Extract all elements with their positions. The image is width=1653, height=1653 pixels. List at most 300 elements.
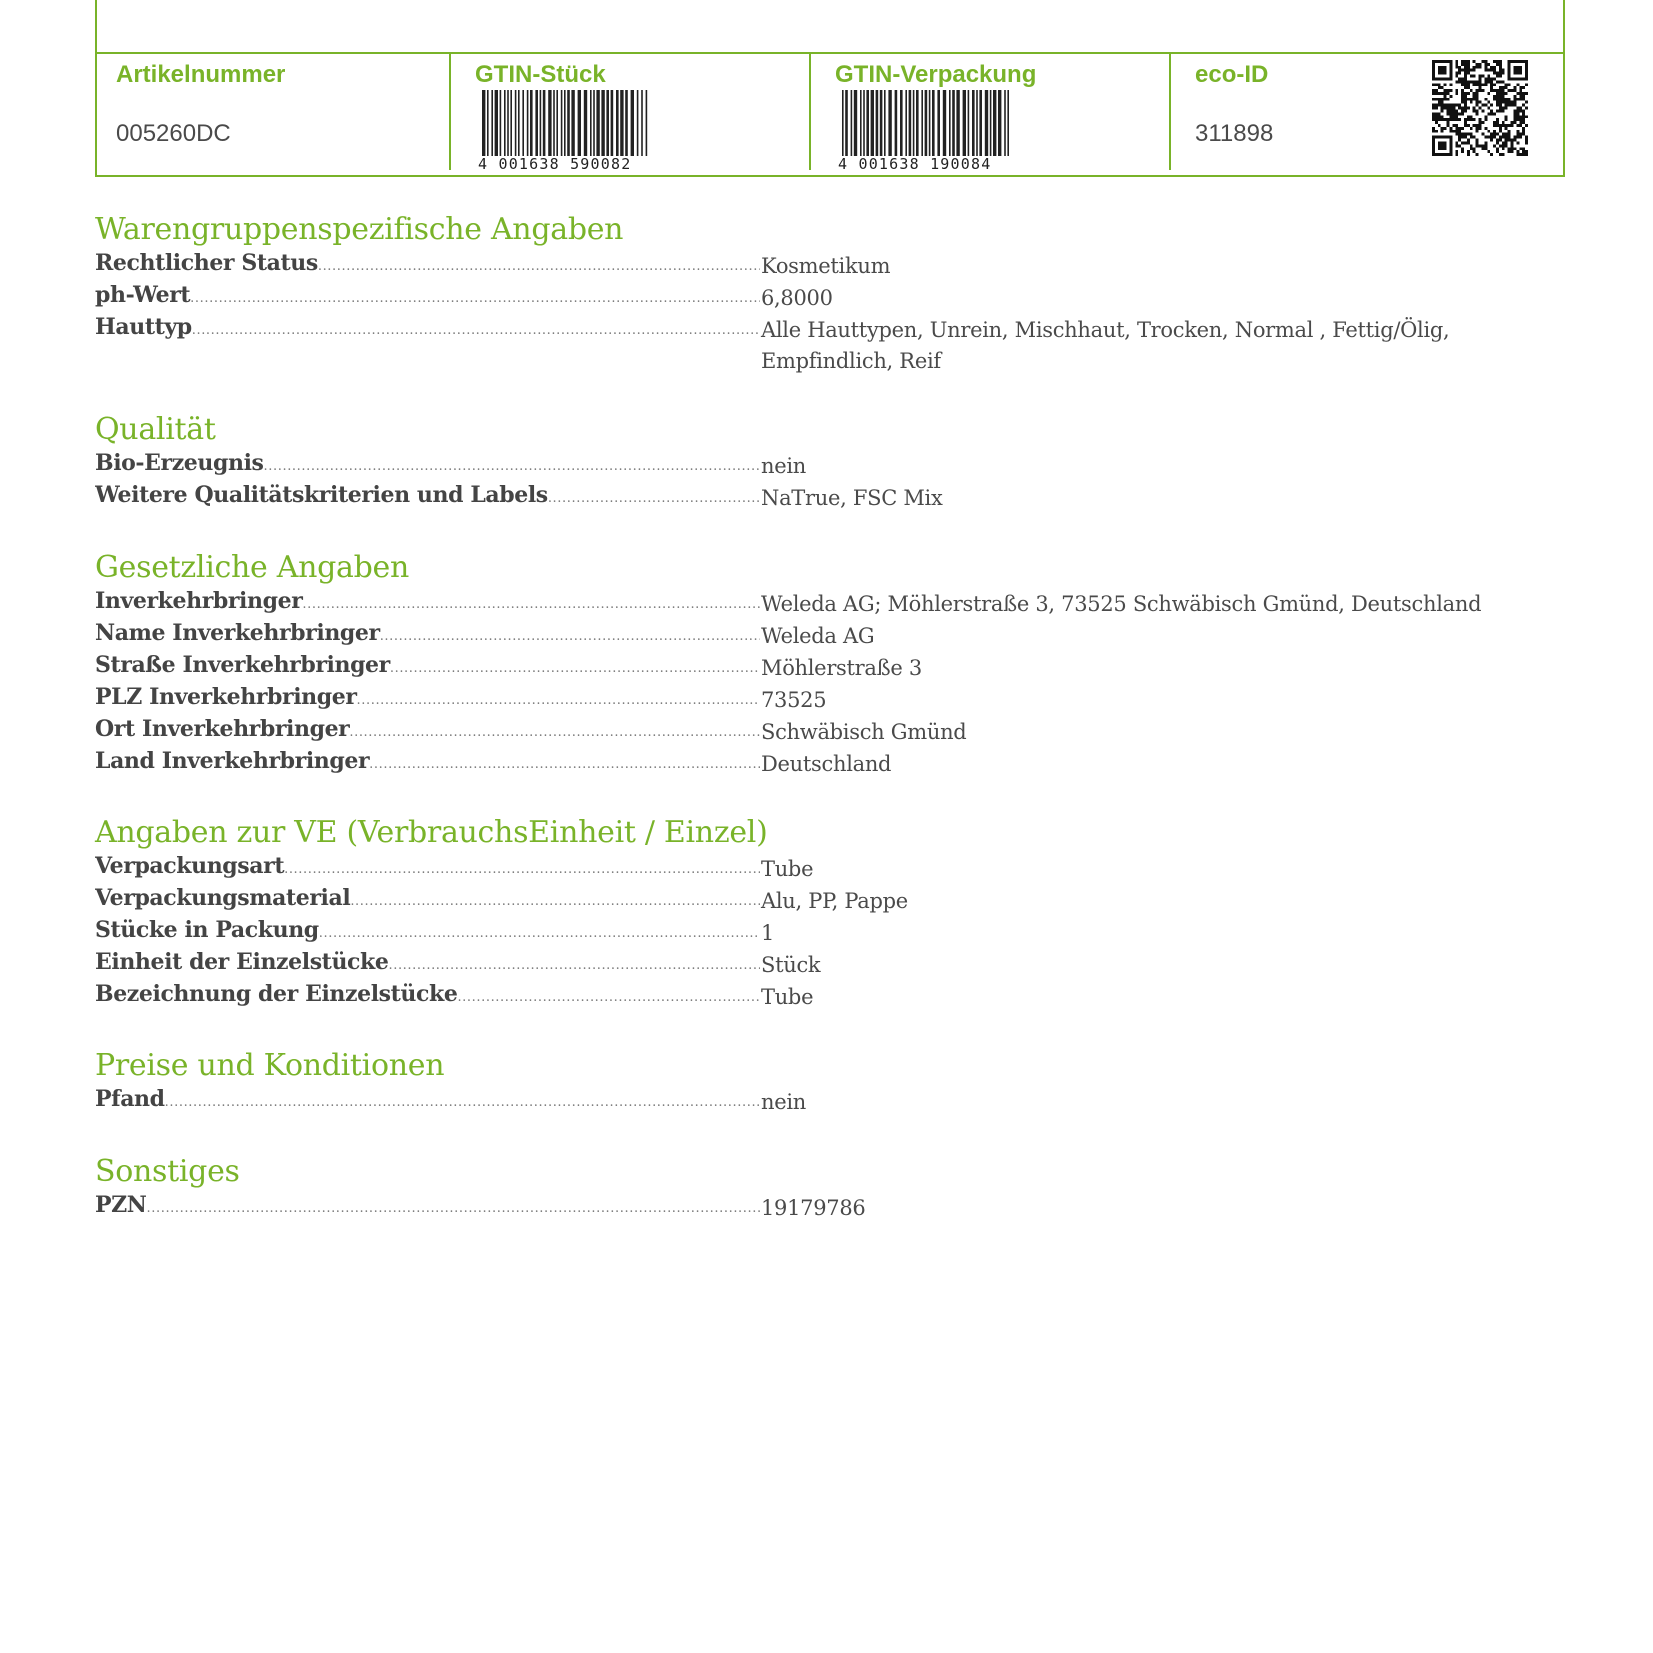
qr-module	[1470, 80, 1473, 83]
qr-module	[1441, 109, 1444, 112]
qr-module	[1455, 144, 1458, 147]
qr-module	[1511, 141, 1514, 144]
barcode-bar	[913, 90, 915, 156]
qr-module	[1493, 136, 1496, 139]
barcode-bar	[972, 90, 975, 156]
barcode-bar	[620, 90, 623, 156]
qr-module	[1455, 75, 1458, 78]
qr-module	[1481, 144, 1484, 147]
qr-module	[1470, 101, 1473, 104]
qr-module	[1508, 150, 1511, 153]
qr-module	[1438, 86, 1441, 89]
qr-module	[1481, 75, 1484, 78]
qr-module	[1479, 89, 1482, 92]
section-gesetzliche-angaben	[95, 550, 1545, 778]
qr-module	[1496, 133, 1499, 136]
qr-module	[1522, 130, 1525, 133]
qr-module	[1476, 101, 1479, 104]
qr-module	[1464, 69, 1467, 72]
qr-module	[1476, 80, 1479, 83]
qr-module	[1476, 63, 1479, 66]
eco-id-label: eco-ID	[1195, 61, 1269, 88]
barcode-bar	[854, 90, 857, 156]
qr-module	[1461, 127, 1464, 130]
qr-module	[1502, 147, 1505, 150]
qr-module	[1479, 144, 1482, 147]
qr-module	[1502, 153, 1505, 156]
qr-module	[1511, 89, 1514, 92]
barcode-bar	[491, 90, 493, 156]
spec-row	[95, 883, 1545, 915]
barcode-bar	[518, 90, 520, 156]
qr-module	[1484, 104, 1487, 107]
qr-module	[1444, 127, 1447, 130]
qr-module	[1444, 89, 1447, 92]
qr-module	[1502, 124, 1505, 127]
qr-module	[1467, 83, 1470, 86]
qr-module	[1505, 136, 1508, 139]
qr-module	[1441, 92, 1444, 95]
qr-module	[1505, 118, 1508, 121]
qr-module	[1455, 133, 1458, 136]
spec-key: Land Inverkehrbringer .....	[95, 746, 760, 778]
qr-module	[1499, 101, 1502, 104]
qr-module	[1438, 115, 1441, 118]
qr-module	[1473, 66, 1476, 69]
barcode-bar	[1007, 90, 1009, 156]
barcode-bar	[571, 90, 574, 156]
qr-module	[1496, 109, 1499, 112]
qr-module	[1467, 115, 1470, 118]
qr-module	[1516, 115, 1519, 118]
qr-module	[1473, 107, 1476, 110]
qr-module	[1493, 72, 1496, 75]
qr-module	[1499, 72, 1502, 75]
qr-module	[1455, 109, 1458, 112]
qr-module	[1473, 83, 1476, 86]
qr-module	[1484, 127, 1487, 130]
qr-module	[1467, 69, 1470, 72]
qr-module	[1479, 77, 1482, 80]
qr-module	[1461, 89, 1464, 92]
qr-module	[1464, 92, 1467, 95]
qr-module	[1432, 118, 1435, 121]
qr-module	[1479, 121, 1482, 124]
qr-module	[1516, 133, 1519, 136]
qr-module	[1467, 92, 1470, 95]
qr-module	[1519, 133, 1522, 136]
spec-key: Bezeichnung der Einzelstücke .....	[95, 979, 760, 1011]
barcode-bar	[515, 90, 517, 156]
qr-module	[1502, 107, 1505, 110]
qr-module	[1484, 98, 1487, 101]
qr-module	[1447, 104, 1450, 107]
qr-module	[1522, 115, 1525, 118]
qr-module	[1473, 80, 1476, 83]
qr-module	[1447, 107, 1450, 110]
qr-module	[1490, 104, 1493, 107]
qr-module	[1464, 104, 1467, 107]
barcode-bar	[611, 90, 614, 156]
qr-module	[1513, 112, 1516, 115]
qr-module	[1496, 147, 1499, 150]
qr-module	[1432, 112, 1435, 115]
qr-module	[1467, 133, 1470, 136]
barcode-bar	[507, 90, 509, 156]
qr-module	[1516, 130, 1519, 133]
qr-module	[1487, 92, 1490, 95]
qr-module	[1464, 86, 1467, 89]
qr-module	[1484, 66, 1487, 69]
qr-module	[1432, 104, 1435, 107]
qr-module	[1499, 63, 1502, 66]
qr-module	[1481, 109, 1484, 112]
section-warengruppe	[95, 212, 1545, 374]
qr-module	[1458, 144, 1461, 147]
qr-module	[1513, 109, 1516, 112]
qr-module	[1455, 115, 1458, 118]
qr-module	[1479, 83, 1482, 86]
qr-module	[1511, 104, 1514, 107]
barcode-bar	[880, 90, 883, 156]
qr-module	[1447, 112, 1450, 115]
qr-module	[1499, 136, 1502, 139]
qr-module	[1455, 130, 1458, 133]
qr-module	[1502, 98, 1505, 101]
qr-module	[1511, 124, 1514, 127]
qr-module	[1464, 98, 1467, 101]
qr-module	[1516, 109, 1519, 112]
qr-module	[1449, 115, 1452, 118]
barcode-bar	[522, 90, 524, 156]
artikelnummer-label: Artikelnummer	[116, 61, 286, 88]
qr-module	[1467, 107, 1470, 110]
barcode-bar	[916, 90, 919, 156]
qr-module	[1519, 121, 1522, 124]
qr-module	[1505, 107, 1508, 110]
qr-module	[1479, 66, 1482, 69]
barcode-bar	[976, 90, 978, 156]
qr-module	[1513, 66, 1522, 75]
qr-module	[1467, 63, 1470, 66]
qr-module	[1511, 144, 1514, 147]
qr-module	[1496, 75, 1499, 78]
qr-module	[1449, 89, 1452, 92]
qr-module	[1499, 153, 1502, 156]
qr-module	[1476, 66, 1479, 69]
qr-module	[1490, 66, 1493, 69]
spec-row	[95, 851, 1545, 883]
barcode-bar	[500, 90, 502, 156]
spec-key: PLZ Inverkehrbringer .....	[95, 682, 760, 714]
spec-value: Schwäbisch Gmünd	[761, 720, 967, 744]
qr-module	[1484, 147, 1487, 150]
qr-module	[1476, 124, 1479, 127]
qr-module	[1516, 83, 1519, 86]
qr-module	[1473, 92, 1476, 95]
qr-module	[1522, 112, 1525, 115]
barcode-bar	[998, 90, 1001, 156]
qr-module	[1508, 101, 1511, 104]
qr-module	[1496, 72, 1499, 75]
qr-module	[1484, 83, 1487, 86]
qr-module	[1455, 66, 1458, 69]
qr-module	[1525, 153, 1528, 156]
qr-module	[1452, 118, 1455, 121]
qr-module	[1484, 69, 1487, 72]
barcode-bar	[578, 90, 581, 156]
spec-key: ph-Wert .....	[95, 280, 760, 312]
gtin-verpackung-cell	[816, 54, 1176, 172]
column-divider	[449, 54, 451, 170]
column-divider	[809, 54, 811, 170]
qr-module	[1458, 104, 1461, 107]
qr-module	[1499, 98, 1502, 101]
qr-module	[1476, 104, 1479, 107]
qr-module	[1432, 107, 1435, 110]
qr-module	[1458, 112, 1461, 115]
qr-module	[1505, 83, 1508, 86]
qr-module	[1441, 127, 1444, 130]
qr-module	[1458, 118, 1461, 121]
qr-module	[1479, 75, 1482, 78]
qr-module	[1476, 92, 1479, 95]
qr-module	[1513, 136, 1516, 139]
qr-module	[1455, 150, 1458, 153]
qr-module	[1513, 89, 1516, 92]
barcode-bar	[871, 90, 874, 156]
qr-module	[1435, 112, 1438, 115]
qr-module	[1476, 139, 1479, 142]
qr-module	[1490, 89, 1493, 92]
barcode-bar	[963, 90, 966, 156]
qr-module	[1522, 109, 1525, 112]
qr-module	[1519, 107, 1522, 110]
qr-module	[1449, 130, 1452, 133]
qr-module	[1493, 133, 1496, 136]
qr-module	[1525, 92, 1528, 95]
spec-row	[95, 586, 1545, 618]
qr-module	[1470, 89, 1473, 92]
spec-key: Straße Inverkehrbringer .....	[95, 650, 760, 682]
qr-module	[1467, 153, 1470, 156]
qr-module	[1447, 92, 1450, 95]
qr-module	[1490, 69, 1493, 72]
spec-value: Weleda AG; Möhlerstraße 3, 73525 Schwäbisch Gmünd, Deutschland	[761, 592, 1482, 616]
spec-key: Stücke in Packung .....	[95, 915, 760, 947]
qr-module	[1511, 121, 1514, 124]
qr-module	[1499, 60, 1502, 63]
barcode-bar	[646, 90, 648, 156]
qr-module	[1461, 112, 1464, 115]
qr-module	[1505, 86, 1508, 89]
qr-module	[1481, 89, 1484, 92]
barcode-bar	[553, 90, 555, 156]
qr-module	[1496, 92, 1499, 95]
qr-module	[1516, 136, 1519, 139]
qr-module	[1444, 118, 1447, 121]
qr-module	[1493, 60, 1496, 63]
qr-module	[1473, 124, 1476, 127]
qr-module	[1479, 107, 1482, 110]
qr-module	[1505, 124, 1508, 127]
spec-row	[95, 947, 1545, 979]
eco-id-cell	[1176, 54, 1406, 172]
qr-module	[1461, 136, 1464, 139]
section-title: Sonstiges	[95, 1154, 240, 1189]
qr-module	[1499, 66, 1502, 69]
section-angaben-ve	[95, 815, 1545, 1011]
qr-module	[1522, 98, 1525, 101]
qr-module	[1464, 83, 1467, 86]
qr-module	[1479, 118, 1482, 121]
spec-value: Stück	[761, 953, 821, 977]
qr-module	[1479, 127, 1482, 130]
qr-module	[1458, 139, 1461, 142]
qr-module	[1484, 141, 1487, 144]
qr-module	[1493, 130, 1496, 133]
qr-module	[1487, 75, 1490, 78]
qr-module	[1499, 139, 1502, 142]
qr-module	[1435, 89, 1438, 92]
qr-module	[1484, 77, 1487, 80]
qr-module	[1496, 104, 1499, 107]
barcode-bar	[985, 90, 988, 156]
spec-value: Alu, PP, Pappe	[761, 889, 908, 913]
qr-module	[1476, 153, 1479, 156]
barcode-bar	[842, 90, 844, 156]
qr-module	[1502, 72, 1505, 75]
qr-module	[1481, 133, 1484, 136]
qr-module	[1493, 77, 1496, 80]
qr-module	[1496, 89, 1499, 92]
section-qualitaet	[95, 412, 1545, 512]
qr-module	[1505, 98, 1508, 101]
qr-module	[1481, 147, 1484, 150]
qr-module	[1438, 83, 1441, 86]
spec-value: Deutschland	[761, 752, 892, 776]
qr-module	[1499, 104, 1502, 107]
qr-module	[1467, 150, 1470, 153]
qr-module	[1525, 136, 1528, 139]
qr-module	[1432, 130, 1435, 133]
qr-module	[1479, 101, 1482, 104]
qr-module	[1522, 133, 1525, 136]
barcode-bar	[888, 90, 891, 156]
qr-module	[1470, 98, 1473, 101]
barcode-bar	[564, 90, 566, 156]
qr-module	[1487, 101, 1490, 104]
qr-module	[1508, 104, 1511, 107]
qr-module	[1516, 150, 1519, 153]
qr-module	[1467, 141, 1470, 144]
spec-row	[95, 650, 1545, 682]
qr-module	[1452, 124, 1455, 127]
qr-module	[1490, 133, 1493, 136]
spec-value: nein	[761, 1090, 806, 1114]
qr-module	[1522, 150, 1525, 153]
qr-module	[1499, 109, 1502, 112]
qr-module	[1499, 107, 1502, 110]
qr-module	[1496, 118, 1499, 121]
qr-module	[1470, 144, 1473, 147]
qr-module	[1441, 104, 1444, 107]
qr-module	[1455, 141, 1458, 144]
qr-module	[1508, 147, 1511, 150]
qr-module	[1499, 130, 1502, 133]
qr-module	[1502, 136, 1505, 139]
qr-module	[1432, 115, 1435, 118]
barcode-bar	[905, 90, 907, 156]
qr-module	[1447, 89, 1450, 92]
qr-module	[1519, 115, 1522, 118]
qr-code-icon	[1432, 60, 1528, 156]
qr-module	[1499, 80, 1502, 83]
qr-module	[1464, 141, 1467, 144]
qr-module	[1525, 83, 1528, 86]
qr-module	[1476, 141, 1479, 144]
qr-module	[1502, 89, 1505, 92]
qr-module	[1467, 118, 1470, 121]
qr-module	[1505, 139, 1508, 142]
qr-module	[1499, 124, 1502, 127]
section-sonstiges	[95, 1154, 1545, 1222]
qr-module	[1499, 69, 1502, 72]
qr-module	[1496, 63, 1499, 66]
qr-module	[1470, 136, 1473, 139]
spec-value: 19179786	[761, 1196, 866, 1220]
qr-module	[1435, 115, 1438, 118]
spec-value: Tube	[761, 985, 814, 1009]
qr-module	[1499, 86, 1502, 89]
eco-id-value: 311898	[1195, 120, 1274, 147]
barcode-bar	[543, 90, 546, 156]
qr-module	[1458, 69, 1461, 72]
qr-module	[1473, 75, 1476, 78]
spec-row	[95, 618, 1545, 650]
spec-row	[95, 979, 1545, 1011]
spec-key: Verpackungsart .....	[95, 851, 760, 883]
qr-module	[1499, 144, 1502, 147]
qr-module	[1458, 77, 1461, 80]
qr-module	[1487, 63, 1490, 66]
qr-module	[1508, 89, 1511, 92]
qr-module	[1464, 72, 1467, 75]
qr-module	[1438, 141, 1447, 150]
barcode-bar	[637, 90, 639, 156]
barcode-bar	[979, 90, 982, 156]
barcode-bar	[1004, 90, 1006, 156]
qr-module	[1502, 101, 1505, 104]
section-title: Angaben zur VE (VerbrauchsEinheit / Einzel)	[95, 815, 768, 850]
qr-module	[1499, 92, 1502, 95]
qr-module	[1455, 118, 1458, 121]
qr-module	[1461, 63, 1464, 66]
qr-module	[1452, 109, 1455, 112]
barcode-bar	[625, 90, 628, 156]
qr-module	[1452, 104, 1455, 107]
qr-module	[1444, 95, 1447, 98]
qr-module	[1467, 72, 1470, 75]
barcode-bar	[952, 90, 955, 156]
qr-module	[1490, 112, 1493, 115]
qr-module	[1461, 133, 1464, 136]
qr-module	[1519, 86, 1522, 89]
gtin-stueck-barcode	[478, 90, 656, 170]
qr-module	[1435, 118, 1438, 121]
qr-module	[1516, 124, 1519, 127]
qr-module	[1455, 63, 1458, 66]
